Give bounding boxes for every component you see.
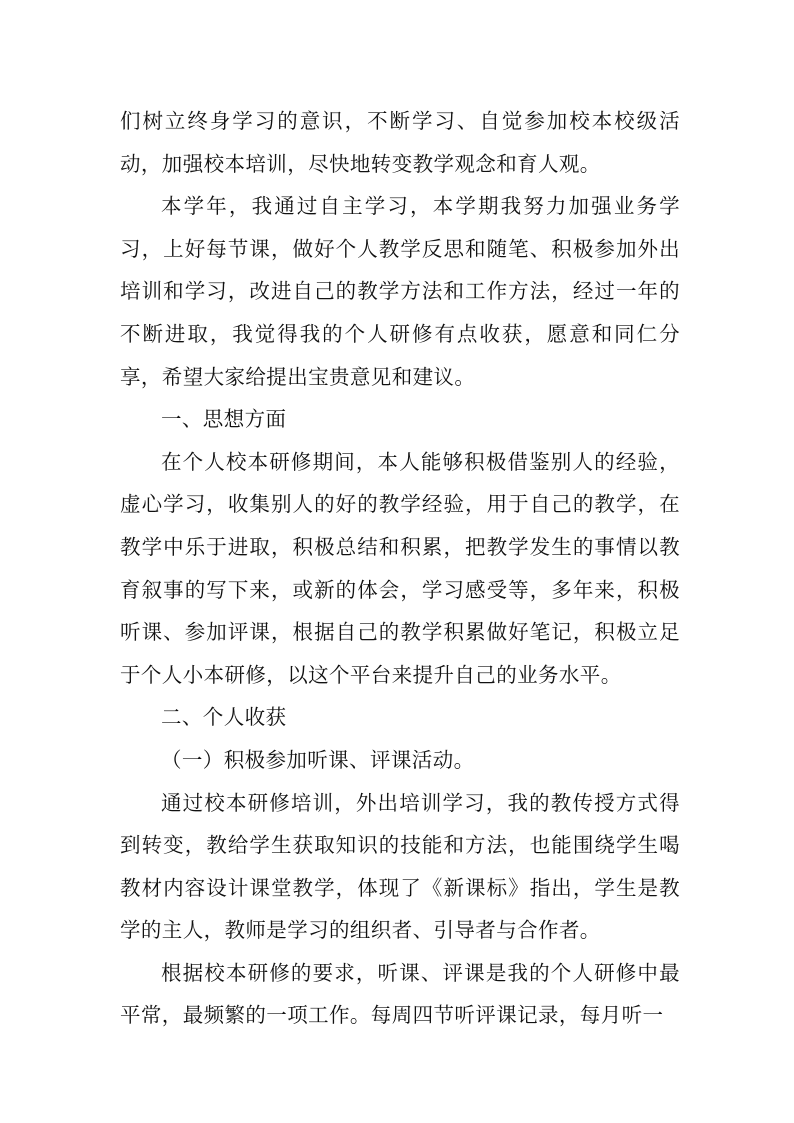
- paragraph-self-study: 本学年，我通过自主学习，本学期我努力加强业务学习，上好每节课，做好个人教学反思和随笔、积极参加外出培训和学习，改进自己的教学方法和工作方法，经过一年的不断进取，我觉得我的个人研修有点收获，愿意和同仁分享，希望大家给提出宝贵意见和建议。: [120, 194, 680, 389]
- paragraph-training: 通过校本研修培训，外出培训学习，我的教传授方式得到转变，教给学生获取知识的技能和方法，也能围绕学生喝教材内容设计课堂教学，体现了《新课标》指出，学生是教学的主人，教师是学习的组织者、引导者与合作者。: [120, 790, 680, 943]
- subsection-heading-lessons: （一）积极参加听课、评课活动。: [161, 747, 475, 772]
- document-body: [120, 100, 680, 1037]
- section-heading-gains: 二、个人收获: [161, 705, 287, 730]
- paragraph-continued: 们树立终身学习的意识，不断学习、自觉参加校本校级活动，加强校本培训，尽快地转变教学观念和育人观。: [120, 109, 680, 176]
- paragraph-thought: 在个人校本研修期间，本人能够积极借鉴别人的经验，虚心学习，收集别人的好的教学经验，用于自己的教学，在教学中乐于进取，积极总结和积累，把教学发生的事情以教育叙事的写下来，或新的体会，学习感受等，多年来，积极听课、参加评课，根据自己的教学积累做好笔记，积极立足于个人小本研修，以这个平台来提升自己的业务水平。: [120, 449, 680, 687]
- paragraph-lesson-review: 根据校本研修的要求，听课、评课是我的个人研修中最平常，最频繁的一项工作。每周四节听评课记录，每月听一: [120, 960, 680, 1028]
- section-heading-thought: 一、思想方面: [161, 407, 287, 432]
